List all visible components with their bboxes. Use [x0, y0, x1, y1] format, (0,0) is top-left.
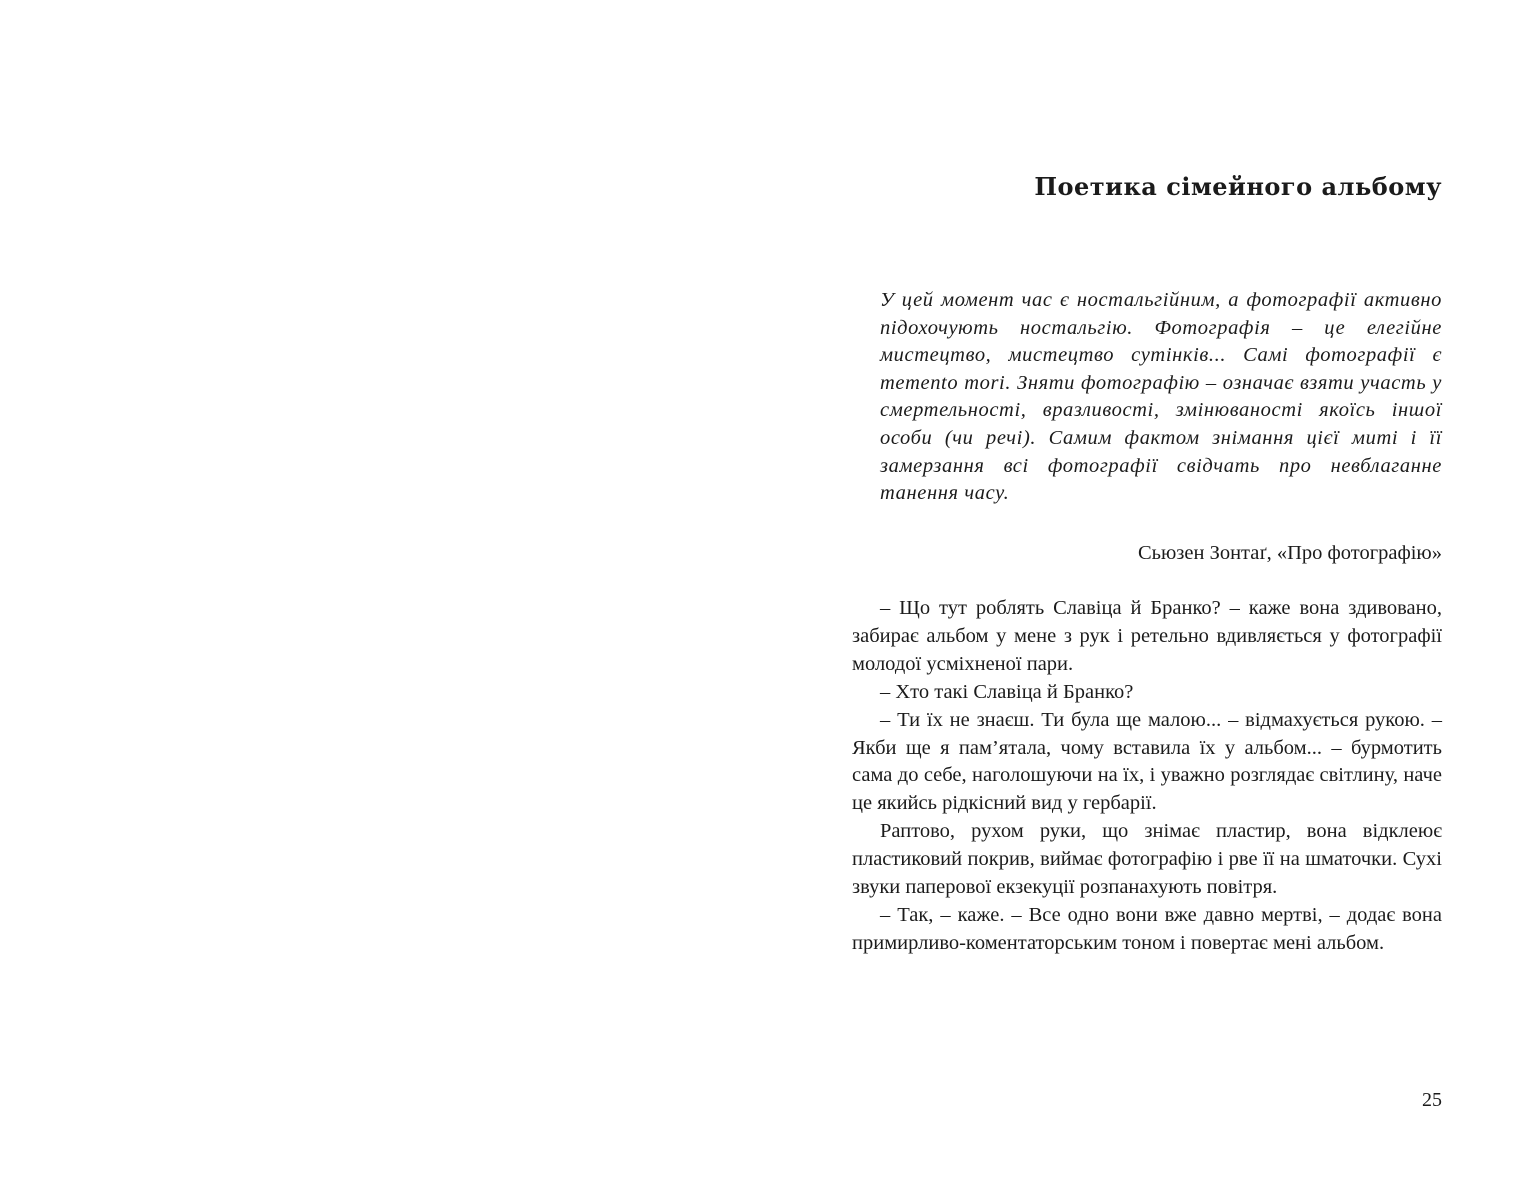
paragraph: – Хто такі Славіца й Бранко?	[880, 680, 1134, 703]
right-page	[852, 0, 1442, 1182]
paragraph: Раптово, рухом руки, що знімає пластир, вона відклеює пластиковий покрив, виймає фотографію і рве її на шматочки. Сухі звуки паперової екзекуції розпанахують повітря.	[852, 820, 1442, 899]
page-number: 25	[1422, 1089, 1442, 1111]
epigraph-text: У цей момент час є ностальгійним, а фотографії активно підохочують ностальгію. Фотографія – це елегійне мистецтво, мистецтво сутінків... Самі фотографії є memento mori. Зняти фотографію – означає взяти участь у смертельності, вразливості, змінюваності якоїсь іншої особи (чи речі). Самим фактом знімання цієї миті і її замерзання всі фотографії свідчать про невблаганне танення часу.	[880, 289, 1442, 505]
body-text	[852, 595, 1442, 958]
chapter-title: Поетика сімейного альбому	[1034, 172, 1442, 201]
paragraph: – Що тут роблять Славіца й Бранко? – каже вона здивовано, забирає альбом у мене з рук і ретельно вдивляється у фотографії молодої усміхненої пари.	[852, 597, 1442, 675]
paragraph: – Ти їх не знаєш. Ти була ще малою... – відмахується рукою. – Якби ще я пам’ятала, чому вставила їх у альбом... – бурмотить сама до себе, наголошуючи на їх, і уважно розглядає світлину, наче це якийсь рідкісний вид у гербарії.	[852, 708, 1442, 815]
epigraph-source: Сьюзен Зонтаґ, «Про фотографію»	[1137, 542, 1442, 564]
paragraph: – Так, – каже. – Все одно вони вже давно мертві, – додає вона примирливо-коментаторським тоном і повертає мені альбом.	[852, 903, 1442, 954]
